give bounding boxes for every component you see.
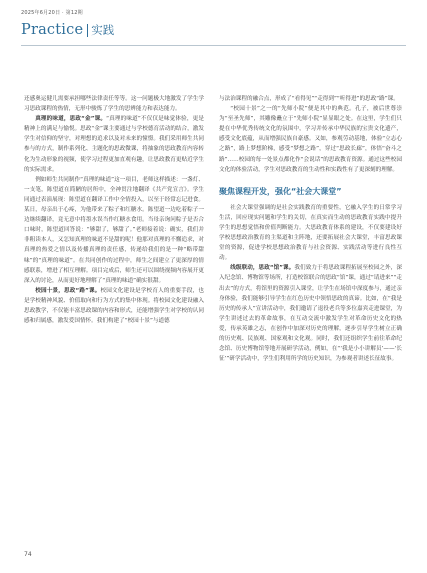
paragraph-text: 我们致力于将思政课程拓展至校园之外，深入纪念馆、博物馆等场所，打造校馆联合的思政“馆”课，通过“请进来”“走出去”的方式，将馆里的资源引入课堂，让学生在场馆中深度参与，通过亲身体验，我们能够引导学生在红色历史中领悟思政的真谛。比如，在“我是历史的传承人”宣讲活动中，我们邀请了退役老兵等多位嘉宾走进课堂，为学生讲述过去的革命故事，在互动交流中激发学生对革命历史文化的热爱，传承英雄之志，在创作中加深对历史的理解，逐步引导学生树立正确的历史观、民族观、国家观和文化观。同时，我们还组织学生前往革命纪念馆、历史博物馆等地开展研学活动，例如，在“‘我是小小讲解员’——‘长征’”研学活动中，学生们利用所学的历史知识，为参观者讲述长征故事。: [219, 265, 402, 363]
left-column: [24, 94, 204, 326]
paragraph: 还感奥运健儿需要承担哪些法律责任等等。这一问题极大地激发了学生学习思政课程的热情，无形中骏炼了学生的思辨能力和表达能力。: [24, 96, 204, 113]
section-heading: 聚焦课程开发，强化“社会大课堂”: [219, 186, 342, 196]
section-divider: [87, 24, 88, 37]
page-number: 74: [24, 551, 32, 558]
header-rule: [21, 45, 406, 46]
paragraph-text: “真理的味道”不仅仅是味觉体验，更是精神上的满足与愉悦。思政“金”课主要通过与学校德育活动的结合，激发学生对信仰的坚守，对理想的追求以及对未来的憧憬。我们采用师生共同参与的方式，制作系列化、主题化的思政微课，将抽象的思政教育内容转化为生动形象的视频，使学习过程更加直观有趣，让思政教育更贴近学生的实际需求。: [24, 116, 204, 173]
paragraph: 例如师生共同制作“真理的味道”这一项目，老师这样描述：一盏灯、一支笔，陈望道在简陋的居所中，全神贯注地翻译《共产党宣言》。学生同通过表演展现：陈望道在翻译工作中全情投入，以至于经常忘记进食。某日，母亲出于心疼，为他带来了粽子和红糖水。陈望道一边吃着粽子一边继续翻译，竟无意中将墨水误当作红糖水食用。当母亲询问粽子是否合口味时，陈望道回答说：“够甜了，够甜了。”老师接着说：确实，我们并非粗读本人，又怎知真理的味道不是甜的呢！他那对真理的不懈追求，对真理的热爱之情以及传播真理的责任感，传递给我们的是一种“略带甜味”的“真理的味道”。在共同创作的过程中，师生之间建立了更深厚的情感联系，增进了相互理解。项目完成后，师生还可以围绕视频内容展开更深入的讨论，从而更好地理解了“真理的味道”确实很甜。: [24, 176, 204, 284]
lead-phrase: 真理的味道，思政“金”课。: [35, 116, 107, 123]
lead-phrase: 校园十景，思政“路”课。: [35, 287, 101, 294]
section-title-en: Practice: [21, 22, 84, 38]
paragraph: 社会大课堂强调的是社会实践教育的重要性，它融入学生的日常学习生活，回应现实问题和学生的关切，在真实而生动的思政教育实践中提升学生的思想觉悟和价值判断能力。大思政教育体系的建设，不仅要建设好学校思想政治教育的主渠道和主阵地，还要拓展社会大课堂，丰富思政课堂的资源，促进学校思想政治教育与社会资源、实践活动等进行良性互动。: [219, 204, 402, 262]
paragraph: 与法治课程的融合点，形成了“看得见”“走得到”“听得进”的思政“路”课。: [219, 96, 399, 102]
paragraph: [24, 286, 204, 326]
paragraph: [219, 263, 402, 364]
lead-phrase: 线级联动，思政“馆”课。: [230, 265, 295, 272]
paragraph-text: 校园文化建设是学校育人的重要手段，也是学校精神风貌、价值取向和行为方式的集中体现。将校园文化建设融入思政教学，不仅能丰富思政课的内容和形式，还能增强学生对学校的认同感和归属感，激发爱国情怀。我们构建了“校园十景”与道德: [24, 287, 204, 325]
issue-line: 2025年6月20日 · 第12期: [21, 10, 83, 16]
section-title-cn: 实践: [91, 23, 115, 37]
paragraph: [24, 114, 204, 175]
section-header: [21, 22, 114, 38]
right-column: [219, 94, 402, 364]
paragraph: “校园十景”之一的“先师小院”便是其中的典范。孔子，被后世尊崇为“至圣先师”，其雕像矗立于“先师小院”显显眼之处。在这里，学生们只提在中华优秀传统文化的氛围中，学习并传承中华民族的宝贵文化遗产，感受文化底蕴，从而增强民族自豪感。又如，参观劳动基地，体验“立志心之路”，路上梦想阶梯，感受“梦想之路”，穿过“思政长廊”，体悟“奋斗之路”……校园的每一处景点都化作“会说话”的思政教育资源。通过这些校园文化的体验活动，学生对思政教育的生动性和实践性有了更深刻的理解。: [219, 106, 402, 173]
